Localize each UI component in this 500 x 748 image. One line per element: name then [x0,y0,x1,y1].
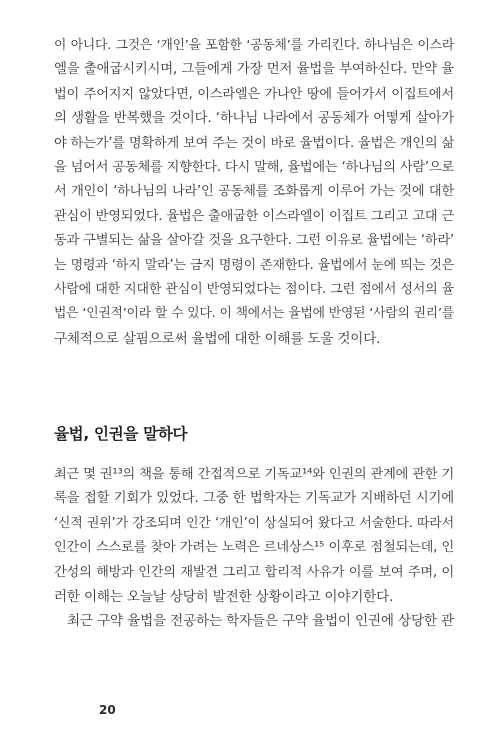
text-line: 의 생활을 반복했을 것이다. ‘하나님 나라에서 공동체가 어떻게 살아가 [54,111,454,127]
text-line: 을 넘어서 공동체를 지향한다. 다시 말해, 율법에는 ‘하나님의 사람’으로 [54,159,454,175]
text-line: 구체적으로 살핌으로써 율법에 대한 이해를 도울 것이다. [54,330,381,347]
text-line: 법은 ‘인권적’이라 할 수 있다. 이 책에서는 율법에 반영된 ‘사람의 권리’를 [54,306,454,322]
text-line: 러한 이해는 오늘날 상당히 발전한 상황이라고 이야기한다. [54,588,394,605]
section-heading: 율법, 인권을 말하다 [54,425,188,443]
text-line: 최근 몇 권¹³의 책을 통해 간접적으로 기독교¹⁴와 인권의 관계에 관한 기 [54,467,454,482]
text-line: 서 개인이 ‘하나님의 나라’인 공동체를 조화롭게 이루어 가는 것에 대한 [54,184,454,200]
text-line: 사람에 대한 지대한 관심이 반영되었다는 점이다. 그런 점에서 성서의 율 [54,281,454,297]
text-line: 관심이 반영되었다. 율법은 출애굽한 이스라엘이 이집트 그리고 고대 근 [54,208,454,224]
text-line: 는 명령과 ‘하지 말라’는 금지 명령이 존재한다. 율법에서 눈에 띄는 것은 [54,257,454,273]
body-paragraph [54,34,454,351]
text-line: 엘을 출애굽시키시며, 그들에게 가장 먼저 율법을 부여하신다. 만약 율 [54,62,454,78]
text-line: 야 하는가’를 명확하게 보여 주는 것이 바로 율법이다. 율법은 개인의 삶 [54,135,454,151]
text-line: 간성의 해방과 인간의 재발견 그리고 합리적 사유가 이를 보여 주며, 이 [54,564,454,580]
text-line: 법이 주어지지 않았다면, 이스라엘은 가나안 땅에 들어가서 이집트에서 [54,86,454,102]
text-line: 인간이 스스로를 찾아 가려는 노력은 르네상스¹⁵ 이후로 점철되는데, 인 [54,540,454,556]
text-line: 이 아니다. 그것은 ‘개인’을 포함한 ‘공동체’를 가리킨다. 하나님은 이스라 [54,38,454,53]
text-line: 록을 접할 기회가 있었다. 그중 한 법학자는 기독교가 지배하던 시기에 [54,491,454,507]
text-line: ‘신적 권위’가 강조되며 인간 ‘개인’이 상실되어 왔다고 서술한다. 따라서 [54,515,454,531]
body-paragraph [54,463,454,634]
text-line: 동과 구별되는 삶을 살아갈 것을 요구한다. 그런 이유로 율법에는 ‘하라’ [54,233,454,249]
page-number: 20 [99,703,116,717]
text-line: 최근 구약 율법을 전공하는 학자들은 구약 율법이 인권에 상당한 관 [67,613,454,630]
